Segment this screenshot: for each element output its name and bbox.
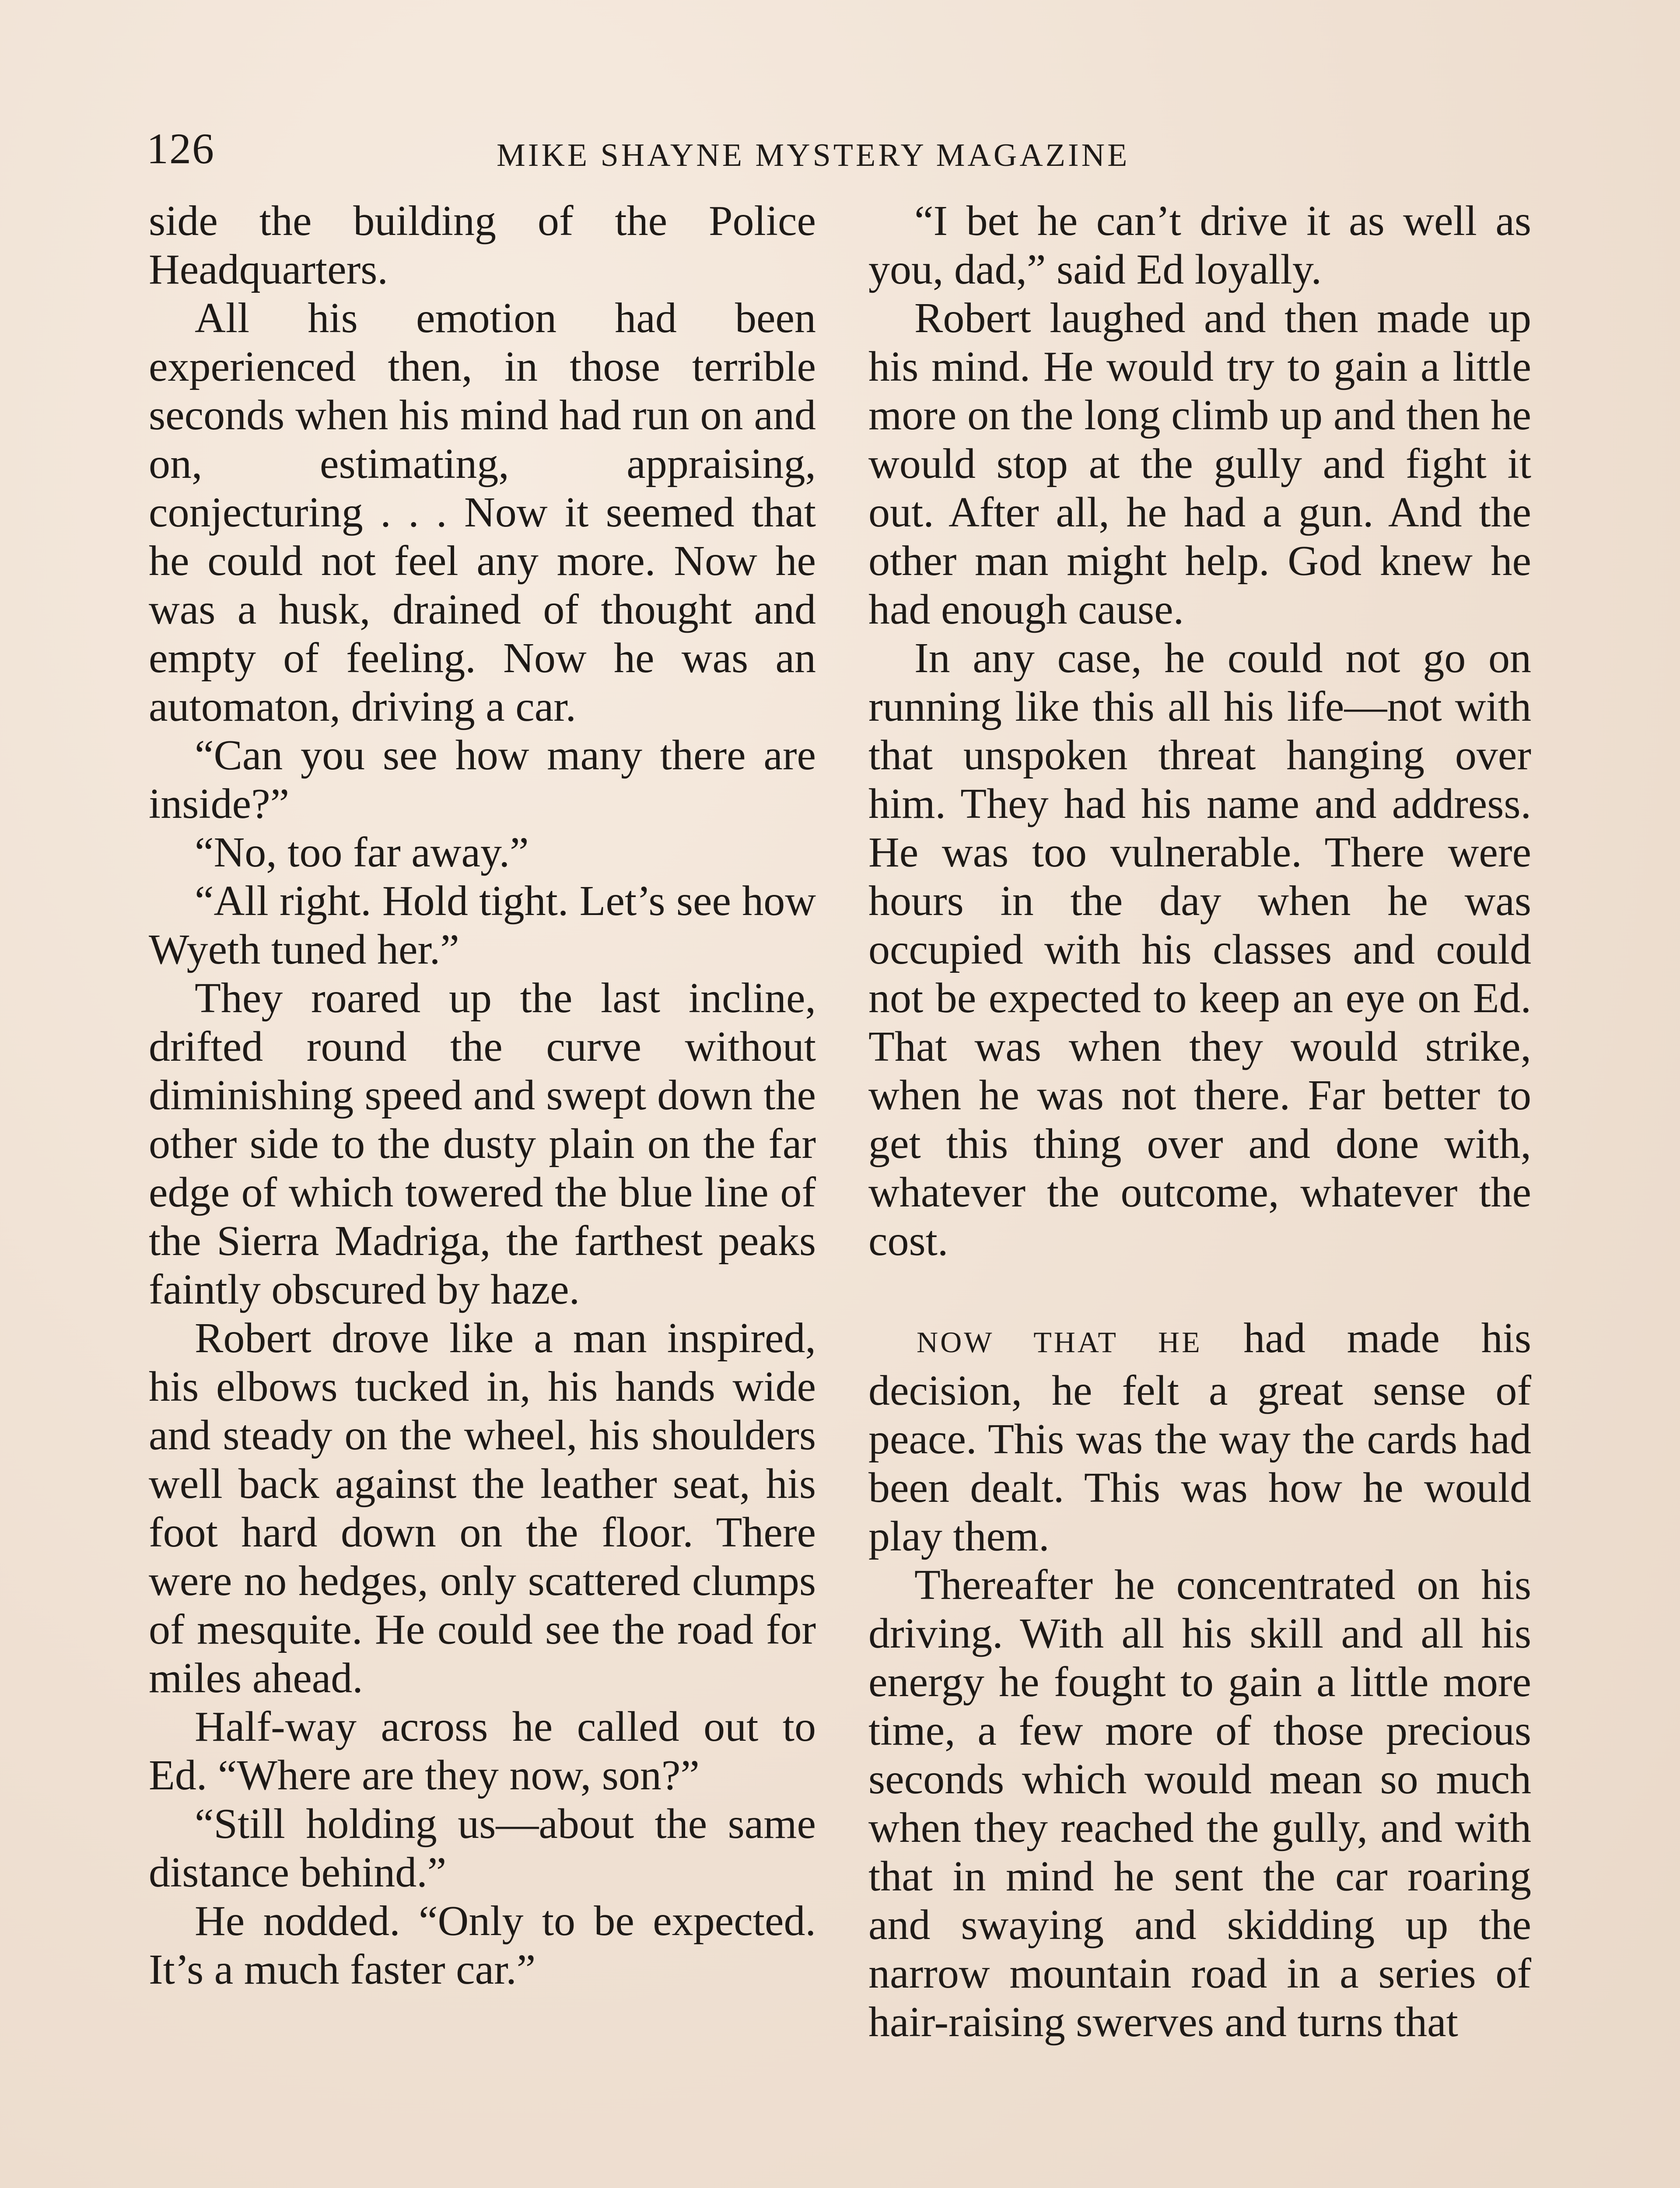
paragraph: In any case, he could not go on running like this all his life—not with that unspoken threat hanging over him. They had his name and address. He was too vulnerable. There were hours in the day when he was occupied with his classes and could not be expected to keep an eye on Ed. That was when they would strike, when he was not there. Far better to get this thing over and done with, whatever the outcome, whatever the cost.	[868, 635, 1531, 1265]
paragraph: Half-way across he called out to Ed. “Where are they now, son?”	[149, 1703, 816, 1799]
running-head: MIKE SHAYNE MYSTERY MAGAZINE	[497, 137, 1130, 173]
paragraph: “Can you see how many there are inside?”	[149, 732, 816, 828]
paragraph: Robert drove like a man inspired, his elbows tucked in, his hands wide and steady on the wheel, his shoulders well back against the leather seat, his foot hard down on the floor. There were no hedges, only scattered clumps of mesquite. He could see the road for miles ahead.	[149, 1315, 816, 1702]
paragraph: He nodded. “Only to be expected. It’s a much faster car.”	[149, 1897, 816, 1993]
paragraph: “I bet he can’t drive it as well as you, dad,” said Ed loyally.	[868, 197, 1531, 293]
paragraph: “All right. Hold tight. Let’s see how Wyeth tuned her.”	[149, 877, 816, 973]
left-column	[149, 197, 816, 1994]
section-lead-in: NOW THAT HE	[917, 1325, 1202, 1359]
paragraph: They roared up the last incline, drifted round the curve without diminishing speed and swept down the other side to the dusty plain on the far edge of which towered the blue line of the Sierra Madriga, the farthest peaks faintly obscured by haze.	[149, 975, 816, 1313]
paragraph: Robert laughed and then made up his mind. He would try to gain a little more on the long climb up and then he would stop at the gully and fight it out. After all, he had a gun. And the other man might help. God knew he had enough cause.	[868, 295, 1531, 633]
page-number: 126	[147, 124, 215, 173]
paragraph: Thereafter he concentrated on his driving. With all his skill and all his energy he fought to gain a little more time, a few more of those precious seconds which would mean so much when they reached the gully, and with that in mind he sent the car roaring and swaying and skidding up the narrow mountain road in a series of hair-raising swerves and turns that	[868, 1561, 1531, 2046]
paragraph: “Still holding us—about the same distance behind.”	[149, 1800, 816, 1896]
section-paragraph-text: had made his decision, he felt a great sense of peace. This was the way the cards had been dealt. This was how he would play them.	[868, 1315, 1532, 1560]
paragraph: “No, too far away.”	[195, 829, 529, 876]
paragraph: All his emotion had been experienced then, in those terrible seconds when his mind had run on and on, estimating, appraising, conjecturing . . . Now it seemed that he could not feel any more. Now he was a husk, drained of thought and empty of feeling. Now he was an automaton, driving a car.	[149, 295, 816, 730]
right-column	[868, 197, 1531, 2047]
paragraph: side the building of the Police Headquarters.	[149, 197, 816, 293]
section-opening-paragraph	[868, 1314, 1531, 1561]
